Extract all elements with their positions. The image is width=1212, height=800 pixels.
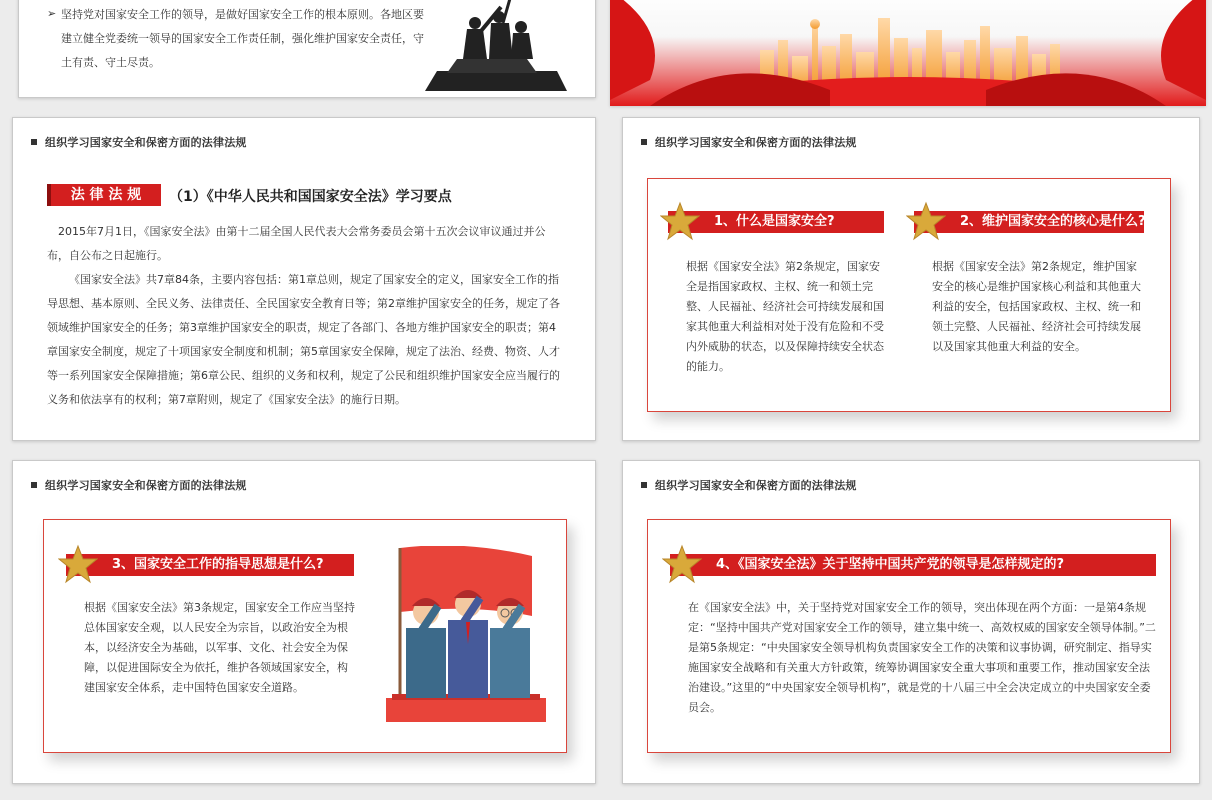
section-heading-text: 组织学习国家安全和保密方面的法律法规	[45, 136, 247, 149]
slide-leadership-principle	[18, 0, 596, 98]
question-4-card	[647, 519, 1171, 753]
square-bullet-icon	[31, 482, 37, 488]
leadership-principle-text: 坚持党对国家安全工作的领导，是做好国家安全工作的根本原则。各地区要建立健全党委统一领导的国家安全工作责任制，强化维护国家安全责任，守土有责、守土尽责。	[61, 8, 424, 69]
section-heading	[641, 477, 857, 493]
square-bullet-icon	[641, 482, 647, 488]
slide-city-banner	[610, 0, 1206, 106]
star-icon	[660, 201, 700, 241]
star-icon	[58, 544, 98, 584]
section-heading	[641, 134, 857, 150]
city-skyline-illustration	[610, 0, 1206, 106]
law-tag-text: 法 律 法 规	[70, 187, 142, 203]
question-3-title: 3、国家安全工作的指导思想是什么?	[112, 557, 324, 572]
question-3-bar	[66, 554, 354, 576]
questions-card	[647, 178, 1171, 412]
section-heading-text: 组织学习国家安全和保密方面的法律法规	[655, 136, 857, 149]
square-bullet-icon	[641, 139, 647, 145]
section-heading-text: 组织学习国家安全和保密方面的法律法规	[45, 479, 247, 492]
question-4-bar	[670, 554, 1156, 576]
star-icon	[906, 201, 946, 241]
slide-question-3	[12, 460, 596, 784]
bullet-arrow: ➢	[47, 7, 57, 20]
saluting-people-illustration	[382, 546, 550, 726]
slide-questions-1-2	[622, 117, 1200, 441]
section-heading	[31, 477, 247, 493]
question-4-title: 4、《国家安全法》关于坚持中国共产党的领导是怎样规定的?	[716, 557, 1065, 572]
section-heading-text: 组织学习国家安全和保密方面的法律法规	[655, 479, 857, 492]
section-heading	[31, 134, 247, 150]
star-icon	[662, 544, 702, 584]
square-bullet-icon	[31, 139, 37, 145]
question-3-answer: 根据《国家安全法》第3条规定，国家安全工作应当坚持总体国家安全观，以人民安全为宗旨，以政治安全为根本，以经济安全为基础，以军事、文化、社会安全为保障，以促进国际安全为依托，维护各领域国家安全，构建国家安全体系，走中国特色国家安全道路。	[84, 601, 355, 694]
question-2-title: 2、维护国家安全的核心是什么?	[960, 214, 1146, 229]
question-1-answer: 根据《国家安全法》第2条规定，国家安全是指国家政权、主权、统一和领土完整、人民福祉、经济社会可持续发展和国家其他重大利益相对处于没有危险和不受内外威胁的状态，以及保障持续安全状态的能力。	[686, 260, 884, 373]
slide-question-4	[622, 460, 1200, 784]
law-paragraph-2: 《国家安全法》共7章84条，主要内容包括：第1章总则，规定了国家安全的定义，国家安全工作的指导思想、基本原则、全民义务、法律责任、全民国家安全教育日等；第2章维护国家安全的任务，规定了各领域维护国家安全的任务；第3章维护国家安全的职责，规定了各部门、各地方维护国家安全的职责；第4章国家安全制度，规定了十项国家安全制度和机制；第5章国家安全保障，规定了法治、经费、物资、人才等一系列国家安全保障措施；第6章公民、组织的义务和权利，规定了公民和组织维护国家安全应当履行的义务和依法享有的权利；第7章附则，规定了《国家安全法》的施行日期。	[47, 273, 560, 406]
law-paragraph-1: 2015年7月1日，《国家安全法》由第十二届全国人民代表大会常务委员会第十五次会议审议通过并公布，自公布之日起施行。	[47, 225, 546, 262]
question-1-bar	[668, 211, 884, 233]
question-2-bar	[914, 211, 1144, 233]
law-tag	[47, 184, 161, 206]
soldiers-silhouette	[417, 0, 573, 93]
slide-law-overview	[12, 117, 596, 441]
question-1-title: 1、什么是国家安全?	[714, 214, 835, 229]
question-2-answer: 根据《国家安全法》第2条规定，维护国家安全的核心是维护国家核心利益和其他重大利益的安全，包括国家政权、主权、统一和领土完整、人民福祉、经济社会可持续发展以及国家其他重大利益的安全。	[932, 260, 1141, 353]
law-heading: （1）《中华人民共和国国家安全法》学习要点	[169, 189, 452, 205]
question-3-card	[43, 519, 567, 753]
question-4-answer: 在《国家安全法》中，关于坚持党对国家安全工作的领导，突出体现在两个方面：一是第4条规定：“坚持中国共产党对国家安全工作的领导，建立集中统一、高效权威的国家安全领导体制。”二是第5条规定：“中央国家安全领导机构负责国家安全工作的决策和议事协调，研究制定、指导实施国家安全战略和有关重大方针政策，统筹协调国家安全重大事项和重要工作，推动国家安全法治建设。”这里的“中央国家安全领导机构”，就是党的十八届三中全会决定成立的中央国家安全委员会。	[688, 601, 1156, 714]
